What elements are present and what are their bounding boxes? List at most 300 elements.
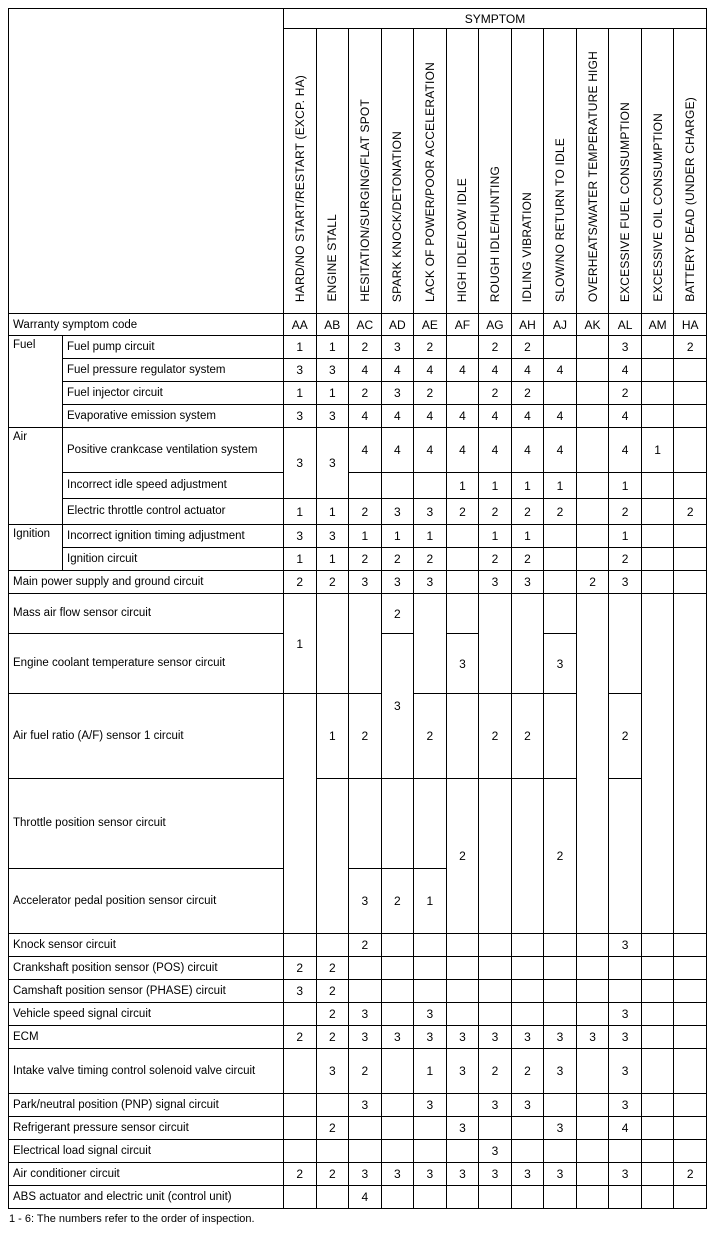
category-cell: Fuel <box>9 336 63 428</box>
inspection-order-cell: 3 <box>479 1094 512 1117</box>
inspection-order-cell <box>674 957 707 980</box>
inspection-order-cell: 2 <box>511 336 544 359</box>
inspection-order-cell <box>641 1026 674 1049</box>
inspection-order-cell <box>609 1186 642 1209</box>
inspection-order-cell: 3 <box>479 1026 512 1049</box>
table-corner <box>9 9 284 314</box>
inspection-order-cell <box>316 1140 349 1163</box>
warranty-code-cell: AM <box>641 314 674 336</box>
inspection-order-cell: 3 <box>381 634 414 779</box>
inspection-order-cell: 3 <box>609 1094 642 1117</box>
inspection-order-cell: 3 <box>511 1094 544 1117</box>
inspection-order-cell <box>674 1140 707 1163</box>
inspection-order-cell: 2 <box>316 571 349 594</box>
inspection-order-cell: 4 <box>446 405 479 428</box>
symptom-header: SYMPTOM <box>284 9 707 29</box>
warranty-row-label: Warranty symptom code <box>9 314 284 336</box>
inspection-order-cell <box>316 1094 349 1117</box>
inspection-order-cell: 3 <box>414 571 447 594</box>
inspection-order-cell: 2 <box>349 694 382 779</box>
inspection-order-cell: 2 <box>414 548 447 571</box>
inspection-order-cell <box>641 525 674 548</box>
inspection-order-cell: 4 <box>381 405 414 428</box>
inspection-order-cell: 3 <box>576 1026 609 1049</box>
table-row <box>9 1094 707 1117</box>
inspection-order-cell: 1 <box>349 525 382 548</box>
inspection-order-cell: 4 <box>544 405 577 428</box>
symptom-column-header <box>609 29 642 314</box>
inspection-order-cell: 3 <box>609 1026 642 1049</box>
row-label: Incorrect ignition timing adjustment <box>63 525 284 548</box>
symptom-column-label: SPARK KNOCK/DETONATION <box>390 130 405 302</box>
inspection-order-cell: 1 <box>316 548 349 571</box>
inspection-order-cell: 3 <box>284 980 317 1003</box>
inspection-order-cell: 3 <box>609 571 642 594</box>
inspection-order-cell <box>609 957 642 980</box>
inspection-order-cell <box>479 594 512 694</box>
inspection-order-cell: 3 <box>609 1003 642 1026</box>
table-row <box>9 1163 707 1186</box>
inspection-order-cell: 1 <box>479 525 512 548</box>
inspection-order-cell: 4 <box>479 405 512 428</box>
table-row <box>9 382 707 405</box>
table-row <box>9 571 707 594</box>
inspection-order-cell: 2 <box>511 499 544 525</box>
inspection-order-cell <box>414 1117 447 1140</box>
row-label: Electrical load signal circuit <box>9 1140 284 1163</box>
inspection-order-cell: 4 <box>479 359 512 382</box>
table-row <box>9 1140 707 1163</box>
inspection-order-cell <box>576 980 609 1003</box>
inspection-order-cell: 3 <box>414 1094 447 1117</box>
warranty-code-cell: AE <box>414 314 447 336</box>
inspection-order-cell: 3 <box>479 1163 512 1186</box>
inspection-order-cell <box>576 1049 609 1094</box>
inspection-order-cell: 1 <box>381 525 414 548</box>
inspection-order-cell <box>381 1117 414 1140</box>
inspection-order-cell: 2 <box>316 1117 349 1140</box>
inspection-order-cell <box>381 1094 414 1117</box>
inspection-order-cell: 4 <box>609 405 642 428</box>
inspection-order-cell <box>479 957 512 980</box>
inspection-order-cell: 3 <box>446 1163 479 1186</box>
inspection-order-cell: 3 <box>381 499 414 525</box>
inspection-order-cell: 2 <box>316 1026 349 1049</box>
inspection-order-cell <box>479 980 512 1003</box>
inspection-order-cell <box>544 336 577 359</box>
inspection-order-cell <box>544 594 577 634</box>
row-label: Throttle position sensor circuit <box>9 779 284 869</box>
symptom-column-label: HESITATION/SURGING/FLAT SPOT <box>357 99 372 302</box>
inspection-order-cell <box>414 1140 447 1163</box>
symptom-column-header <box>544 29 577 314</box>
inspection-order-cell: 2 <box>414 382 447 405</box>
inspection-order-cell: 2 <box>446 779 479 934</box>
inspection-order-cell: 4 <box>544 359 577 382</box>
inspection-order-cell <box>544 957 577 980</box>
inspection-order-cell: 3 <box>511 1026 544 1049</box>
row-label: Crankshaft position sensor (POS) circuit <box>9 957 284 980</box>
symptom-column-label: IDLING VIBRATION <box>520 191 535 302</box>
inspection-order-cell <box>446 957 479 980</box>
inspection-order-cell: 1 <box>284 336 317 359</box>
inspection-order-cell: 2 <box>544 779 577 934</box>
inspection-order-cell: 3 <box>316 1049 349 1094</box>
inspection-order-cell: 3 <box>284 525 317 548</box>
inspection-order-cell <box>284 934 317 957</box>
row-label: Main power supply and ground circuit <box>9 571 284 594</box>
inspection-order-cell <box>576 473 609 499</box>
inspection-order-cell: 2 <box>446 499 479 525</box>
symptom-column-header <box>381 29 414 314</box>
inspection-order-cell <box>576 359 609 382</box>
inspection-order-cell <box>381 980 414 1003</box>
warranty-code-cell: HA <box>674 314 707 336</box>
inspection-order-cell: 3 <box>414 1026 447 1049</box>
inspection-order-cell <box>414 473 447 499</box>
inspection-order-cell: 4 <box>609 359 642 382</box>
inspection-order-cell: 3 <box>284 428 317 499</box>
inspection-order-cell <box>381 1049 414 1094</box>
table-row <box>9 1117 707 1140</box>
inspection-order-cell <box>609 1140 642 1163</box>
inspection-order-cell <box>284 1186 317 1209</box>
warranty-code-cell: AB <box>316 314 349 336</box>
inspection-order-cell: 4 <box>381 428 414 473</box>
inspection-order-cell: 3 <box>446 1117 479 1140</box>
row-label: Vehicle speed signal circuit <box>9 1003 284 1026</box>
inspection-order-cell: 2 <box>511 1049 544 1094</box>
inspection-order-cell <box>674 1094 707 1117</box>
inspection-order-cell: 4 <box>511 359 544 382</box>
inspection-order-cell: 3 <box>511 1163 544 1186</box>
inspection-order-cell <box>316 594 349 694</box>
inspection-order-cell <box>479 779 512 934</box>
inspection-order-cell: 1 <box>479 473 512 499</box>
inspection-order-cell: 1 <box>284 382 317 405</box>
inspection-order-cell: 2 <box>349 382 382 405</box>
warranty-code-cell: AG <box>479 314 512 336</box>
inspection-order-cell: 2 <box>349 1049 382 1094</box>
inspection-order-cell <box>641 359 674 382</box>
inspection-order-cell <box>446 548 479 571</box>
inspection-order-cell: 1 <box>609 525 642 548</box>
table-row <box>9 1026 707 1049</box>
row-label: Camshaft position sensor (PHASE) circuit <box>9 980 284 1003</box>
inspection-order-cell <box>284 1003 317 1026</box>
inspection-order-cell: 1 <box>316 336 349 359</box>
symptom-column-header <box>479 29 512 314</box>
inspection-order-cell <box>511 594 544 694</box>
inspection-order-cell: 3 <box>349 571 382 594</box>
inspection-order-cell <box>544 382 577 405</box>
inspection-order-cell: 2 <box>479 1049 512 1094</box>
warranty-code-cell: AK <box>576 314 609 336</box>
inspection-order-cell <box>511 779 544 934</box>
symptom-column-label: EXCESSIVE FUEL CONSUMPTION <box>618 101 633 302</box>
symptom-column-label: SLOW/NO RETURN TO IDLE <box>553 138 568 302</box>
inspection-order-cell <box>674 934 707 957</box>
inspection-order-cell <box>641 1003 674 1026</box>
inspection-order-cell <box>674 1186 707 1209</box>
inspection-order-cell <box>446 594 479 634</box>
inspection-order-cell: 1 <box>544 473 577 499</box>
inspection-order-cell <box>641 1049 674 1094</box>
inspection-order-cell: 2 <box>609 382 642 405</box>
inspection-order-cell <box>674 571 707 594</box>
inspection-order-cell <box>381 1003 414 1026</box>
inspection-order-cell <box>544 525 577 548</box>
inspection-order-cell <box>511 957 544 980</box>
inspection-order-cell: 3 <box>446 634 479 694</box>
inspection-order-cell <box>381 957 414 980</box>
inspection-order-cell: 4 <box>609 428 642 473</box>
inspection-order-cell: 3 <box>479 1140 512 1163</box>
inspection-order-cell: 2 <box>511 548 544 571</box>
inspection-order-cell <box>641 594 674 934</box>
table-row <box>9 405 707 428</box>
inspection-order-cell: 2 <box>349 336 382 359</box>
inspection-order-cell <box>446 382 479 405</box>
symptom-column-header <box>414 29 447 314</box>
inspection-order-cell <box>349 957 382 980</box>
inspection-order-cell: 4 <box>349 1186 382 1209</box>
inspection-order-cell: 2 <box>479 336 512 359</box>
inspection-order-cell <box>381 779 414 869</box>
inspection-order-cell: 3 <box>414 1163 447 1186</box>
inspection-order-cell <box>674 473 707 499</box>
inspection-order-cell: 1 <box>316 382 349 405</box>
inspection-order-cell <box>674 594 707 934</box>
inspection-order-cell <box>576 428 609 473</box>
row-label: ECM <box>9 1026 284 1049</box>
inspection-order-cell <box>544 1140 577 1163</box>
warranty-code-row <box>9 314 707 336</box>
inspection-order-cell: 3 <box>316 359 349 382</box>
warranty-code-cell: AA <box>284 314 317 336</box>
inspection-order-cell: 2 <box>316 1163 349 1186</box>
inspection-order-cell: 3 <box>414 499 447 525</box>
inspection-order-cell <box>414 594 447 694</box>
inspection-order-cell: 2 <box>414 694 447 779</box>
row-label: ABS actuator and electric unit (control unit) <box>9 1186 284 1209</box>
inspection-order-cell: 3 <box>381 336 414 359</box>
symptom-column-header <box>511 29 544 314</box>
inspection-order-cell: 3 <box>544 1026 577 1049</box>
inspection-order-cell: 2 <box>316 1003 349 1026</box>
inspection-order-cell <box>641 336 674 359</box>
inspection-order-cell <box>284 1140 317 1163</box>
inspection-order-cell: 4 <box>349 359 382 382</box>
warranty-code-cell: AL <box>609 314 642 336</box>
inspection-order-cell: 4 <box>349 405 382 428</box>
symptom-column-header <box>674 29 707 314</box>
inspection-order-cell <box>641 499 674 525</box>
inspection-order-cell: 1 <box>284 499 317 525</box>
inspection-order-cell: 4 <box>349 428 382 473</box>
inspection-order-cell <box>446 1140 479 1163</box>
inspection-order-cell <box>609 980 642 1003</box>
row-label: Knock sensor circuit <box>9 934 284 957</box>
inspection-order-cell <box>674 980 707 1003</box>
inspection-order-cell <box>641 1117 674 1140</box>
inspection-order-cell <box>641 548 674 571</box>
inspection-order-cell <box>381 473 414 499</box>
inspection-order-cell: 2 <box>479 382 512 405</box>
inspection-order-cell: 4 <box>414 428 447 473</box>
inspection-order-cell: 3 <box>284 405 317 428</box>
symptom-column-header <box>576 29 609 314</box>
inspection-order-cell <box>641 473 674 499</box>
row-label: Incorrect idle speed adjustment <box>63 473 284 499</box>
inspection-order-cell: 4 <box>414 359 447 382</box>
inspection-order-cell: 2 <box>284 571 317 594</box>
inspection-order-cell <box>641 980 674 1003</box>
warranty-code-cell: AC <box>349 314 382 336</box>
table-row <box>9 980 707 1003</box>
inspection-order-cell <box>674 405 707 428</box>
symptom-column-label: OVERHEATS/WATER TEMPERATURE HIGH <box>585 50 600 302</box>
inspection-order-cell <box>544 694 577 779</box>
inspection-order-cell: 2 <box>284 957 317 980</box>
inspection-order-cell: 1 <box>316 499 349 525</box>
warranty-code-cell: AF <box>446 314 479 336</box>
symptom-column-label: EXCESSIVE OIL CONSUMPTION <box>650 113 665 302</box>
inspection-order-cell <box>446 571 479 594</box>
inspection-order-cell: 3 <box>544 634 577 694</box>
inspection-order-cell <box>446 1094 479 1117</box>
table-row <box>9 499 707 525</box>
inspection-order-cell: 2 <box>576 571 609 594</box>
inspection-order-cell <box>414 934 447 957</box>
symptom-diagnosis-table <box>8 8 707 1209</box>
inspection-order-cell <box>446 694 479 779</box>
inspection-order-cell: 2 <box>349 548 382 571</box>
symptom-column-header <box>446 29 479 314</box>
inspection-order-cell: 2 <box>381 869 414 934</box>
inspection-order-cell <box>479 1186 512 1209</box>
inspection-order-cell: 1 <box>284 594 317 694</box>
inspection-order-cell: 2 <box>479 694 512 779</box>
inspection-order-cell: 1 <box>609 473 642 499</box>
inspection-order-cell <box>674 1026 707 1049</box>
inspection-order-cell: 2 <box>349 499 382 525</box>
inspection-order-cell <box>349 594 382 694</box>
inspection-order-cell <box>381 934 414 957</box>
row-label: Intake valve timing control solenoid valve circuit <box>9 1049 284 1094</box>
category-cell: Ignition <box>9 525 63 571</box>
row-label: Fuel pressure regulator system <box>63 359 284 382</box>
inspection-order-cell: 1 <box>316 694 349 779</box>
inspection-order-cell: 3 <box>381 571 414 594</box>
inspection-order-cell <box>479 1117 512 1140</box>
inspection-order-cell <box>674 1117 707 1140</box>
inspection-order-cell: 3 <box>284 359 317 382</box>
inspection-order-cell <box>544 548 577 571</box>
inspection-order-cell: 3 <box>544 1163 577 1186</box>
inspection-order-cell <box>284 1094 317 1117</box>
inspection-order-cell <box>576 957 609 980</box>
inspection-order-cell: 3 <box>544 1049 577 1094</box>
inspection-order-cell: 3 <box>446 1049 479 1094</box>
inspection-order-cell: 4 <box>544 428 577 473</box>
symptom-header-row <box>9 9 707 29</box>
inspection-order-cell: 2 <box>381 594 414 634</box>
symptom-column-header <box>349 29 382 314</box>
inspection-order-cell: 4 <box>446 359 479 382</box>
inspection-order-cell: 2 <box>544 499 577 525</box>
inspection-order-cell <box>511 1186 544 1209</box>
symptom-column-header <box>316 29 349 314</box>
inspection-order-cell: 3 <box>349 869 382 934</box>
inspection-order-cell <box>576 382 609 405</box>
inspection-order-cell: 2 <box>284 1163 317 1186</box>
table-row <box>9 525 707 548</box>
inspection-order-cell: 2 <box>414 336 447 359</box>
table-row <box>9 428 707 473</box>
inspection-order-cell: 3 <box>349 1003 382 1026</box>
inspection-order-cell <box>576 934 609 957</box>
inspection-order-cell <box>381 1186 414 1209</box>
inspection-order-cell: 1 <box>511 473 544 499</box>
symptom-column-label: ENGINE STALL <box>325 214 340 302</box>
inspection-order-cell: 3 <box>349 1026 382 1049</box>
inspection-order-cell <box>544 1003 577 1026</box>
inspection-order-cell: 3 <box>381 1163 414 1186</box>
inspection-order-cell: 4 <box>479 428 512 473</box>
inspection-order-cell <box>641 1163 674 1186</box>
warranty-code-cell: AJ <box>544 314 577 336</box>
inspection-order-cell: 3 <box>316 428 349 499</box>
warranty-code-cell: AH <box>511 314 544 336</box>
inspection-order-cell <box>414 980 447 1003</box>
inspection-order-cell: 3 <box>446 1026 479 1049</box>
row-label: Ignition circuit <box>63 548 284 571</box>
table-row <box>9 548 707 571</box>
inspection-order-cell: 2 <box>284 1026 317 1049</box>
inspection-order-cell <box>446 934 479 957</box>
inspection-order-cell: 4 <box>511 428 544 473</box>
inspection-order-cell <box>576 1003 609 1026</box>
symptom-column-header <box>641 29 674 314</box>
inspection-order-cell: 2 <box>674 336 707 359</box>
inspection-order-cell: 1 <box>446 473 479 499</box>
row-label: Positive crankcase ventilation system <box>63 428 284 473</box>
inspection-order-cell <box>576 594 609 934</box>
inspection-order-cell <box>576 1186 609 1209</box>
table-row <box>9 1186 707 1209</box>
inspection-order-cell <box>576 1163 609 1186</box>
row-label: Air fuel ratio (A/F) sensor 1 circuit <box>9 694 284 779</box>
inspection-order-cell <box>576 1094 609 1117</box>
inspection-order-cell: 3 <box>609 336 642 359</box>
warranty-code-cell: AD <box>381 314 414 336</box>
inspection-order-cell <box>544 1094 577 1117</box>
table-row <box>9 359 707 382</box>
inspection-order-cell <box>349 473 382 499</box>
inspection-order-cell <box>674 1003 707 1026</box>
inspection-order-cell <box>674 428 707 473</box>
inspection-order-cell: 4 <box>446 428 479 473</box>
inspection-order-cell: 3 <box>479 571 512 594</box>
inspection-order-cell <box>609 779 642 934</box>
symptom-column-header <box>284 29 317 314</box>
inspection-order-cell: 3 <box>316 525 349 548</box>
table-row <box>9 1049 707 1094</box>
inspection-order-cell <box>414 957 447 980</box>
inspection-order-cell <box>641 1140 674 1163</box>
inspection-order-cell: 2 <box>609 694 642 779</box>
